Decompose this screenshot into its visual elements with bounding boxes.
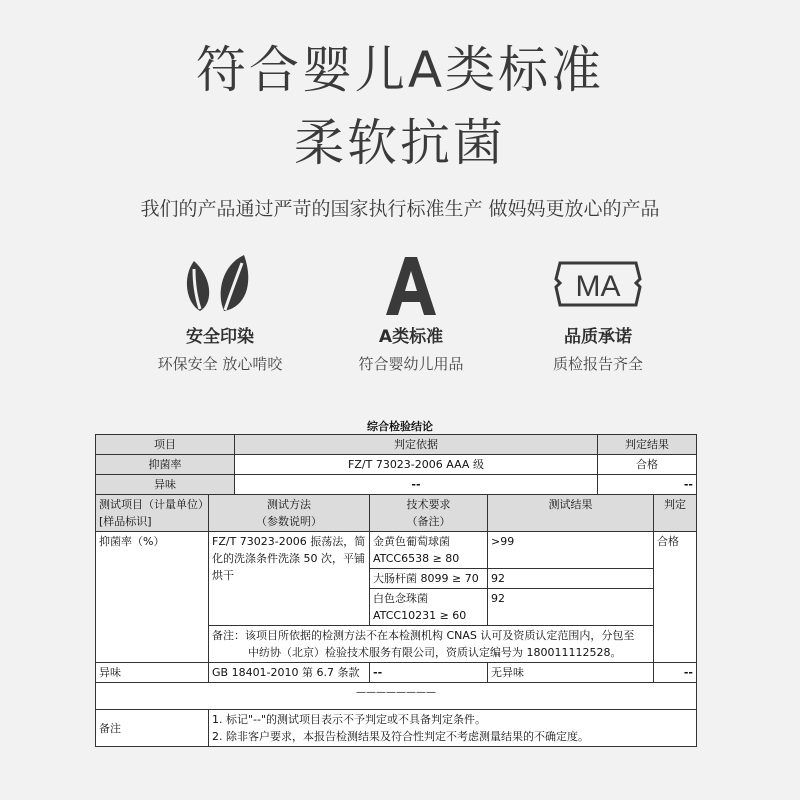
remarks-content xyxy=(209,710,697,747)
letter-a-icon xyxy=(311,253,511,315)
req-line: ATCC6538 ≥ 80 xyxy=(373,552,460,565)
odor-row xyxy=(96,663,697,683)
feature-title: 品质承诺 xyxy=(564,327,632,347)
summary-result: 合格 xyxy=(598,455,697,475)
subtitle: 我们的产品通过严苛的国家执行标准生产 做妈妈更放心的产品 xyxy=(140,198,660,220)
odor-judge: -- xyxy=(654,663,697,683)
detail-header-method-line2: （参数说明） xyxy=(256,515,322,528)
detail-header-result: 测试结果 xyxy=(488,495,654,532)
req-line: 白色念珠菌 xyxy=(373,592,428,605)
note-line: 备注：该项目所依据的检测方法不在本检测机构 CNAS 认可及资质认定范围内，分包至 xyxy=(212,629,635,642)
inspection-report-table xyxy=(95,434,697,747)
odor-item: 异味 xyxy=(96,663,209,683)
summary-result: -- xyxy=(598,475,697,495)
detail-header-row xyxy=(96,495,697,532)
req-line: ATCC10231 ≥ 60 xyxy=(373,609,467,622)
antibacterial-req xyxy=(370,589,488,626)
report-title: 综合检验结论 xyxy=(367,420,433,433)
summary-row xyxy=(96,455,697,475)
feature-a-standard xyxy=(311,253,511,374)
detail-header-item-line1: 测试项目（计量单位） xyxy=(99,498,209,511)
antibacterial-req xyxy=(370,532,488,569)
feature-desc: 环保安全 放心啃咬 xyxy=(157,355,283,373)
feature-title: A类标准 xyxy=(378,327,444,347)
summary-basis: -- xyxy=(235,475,598,495)
summary-header-basis: 判定依据 xyxy=(235,435,598,455)
odor-method: GB 18401-2010 第 6.7 条款 xyxy=(209,663,370,683)
req-line: 金黄色葡萄球菌 xyxy=(373,535,450,548)
antibacterial-req: 大肠杆菌 8099 ≥ 70 xyxy=(370,569,488,589)
odor-result: 无异味 xyxy=(488,663,654,683)
detail-header-req-line1: 技术要求 xyxy=(406,498,451,511)
ma-badge-text: MA xyxy=(575,270,621,303)
detail-header-item-line2: [样品标识] xyxy=(99,515,152,528)
remarks-label: 备注 xyxy=(96,710,209,747)
headline-line1: 符合婴儿A类标准 xyxy=(195,41,605,99)
detail-header-method-line1: 测试方法 xyxy=(267,498,311,511)
separator-line: ———————— xyxy=(96,683,697,710)
feature-quality xyxy=(498,253,698,374)
antibacterial-row xyxy=(96,532,697,569)
feature-safe-dye xyxy=(120,253,320,374)
summary-item: 异味 xyxy=(96,475,235,495)
ma-cert-icon xyxy=(498,253,698,315)
antibacterial-method: FZ/T 73023-2006 振荡法，简化的洗涤条件洗涤 50 次，平铺烘干 xyxy=(209,532,370,626)
detail-header-item xyxy=(96,495,209,532)
remark-item: 2. 除非客户要求，本报告检测结果及符合性判定不考虑测量结果的不确定度。 xyxy=(212,730,589,743)
detail-header-judge: 判定 xyxy=(654,495,697,532)
feature-desc: 符合婴幼儿用品 xyxy=(358,355,464,373)
antibacterial-result: >99 xyxy=(488,532,654,569)
detail-header-method xyxy=(209,495,370,532)
summary-item: 抑菌率 xyxy=(96,455,235,475)
note-line: 中纺协（北京）检验技术服务有限公司，资质认定编号为 180011112528。 xyxy=(248,646,622,659)
antibacterial-judge: 合格 xyxy=(654,532,697,663)
antibacterial-result: 92 xyxy=(488,569,654,589)
separator-row xyxy=(96,683,697,710)
summary-basis: FZ/T 73023-2006 AAA 级 xyxy=(235,455,598,475)
feature-desc: 质检报告齐全 xyxy=(552,355,643,373)
antibacterial-result: 92 xyxy=(488,589,654,626)
odor-req: -- xyxy=(370,663,488,683)
summary-row xyxy=(96,475,697,495)
detail-header-req-line2: （备注） xyxy=(406,515,451,528)
antibacterial-item: 抑菌率（%） xyxy=(96,532,209,663)
summary-header-result: 判定结果 xyxy=(598,435,697,455)
remark-item: 1. 标记"--"的测试项目表示不予判定或不具备判定条件。 xyxy=(212,713,487,726)
antibacterial-note xyxy=(209,626,654,663)
summary-header-row xyxy=(96,435,697,455)
detail-header-req xyxy=(370,495,488,532)
summary-header-item: 项目 xyxy=(96,435,235,455)
feature-title: 安全印染 xyxy=(186,327,254,347)
headline-line2: 柔软抗菌 xyxy=(294,114,506,172)
remarks-row xyxy=(96,710,697,747)
leaves-icon xyxy=(120,253,320,315)
